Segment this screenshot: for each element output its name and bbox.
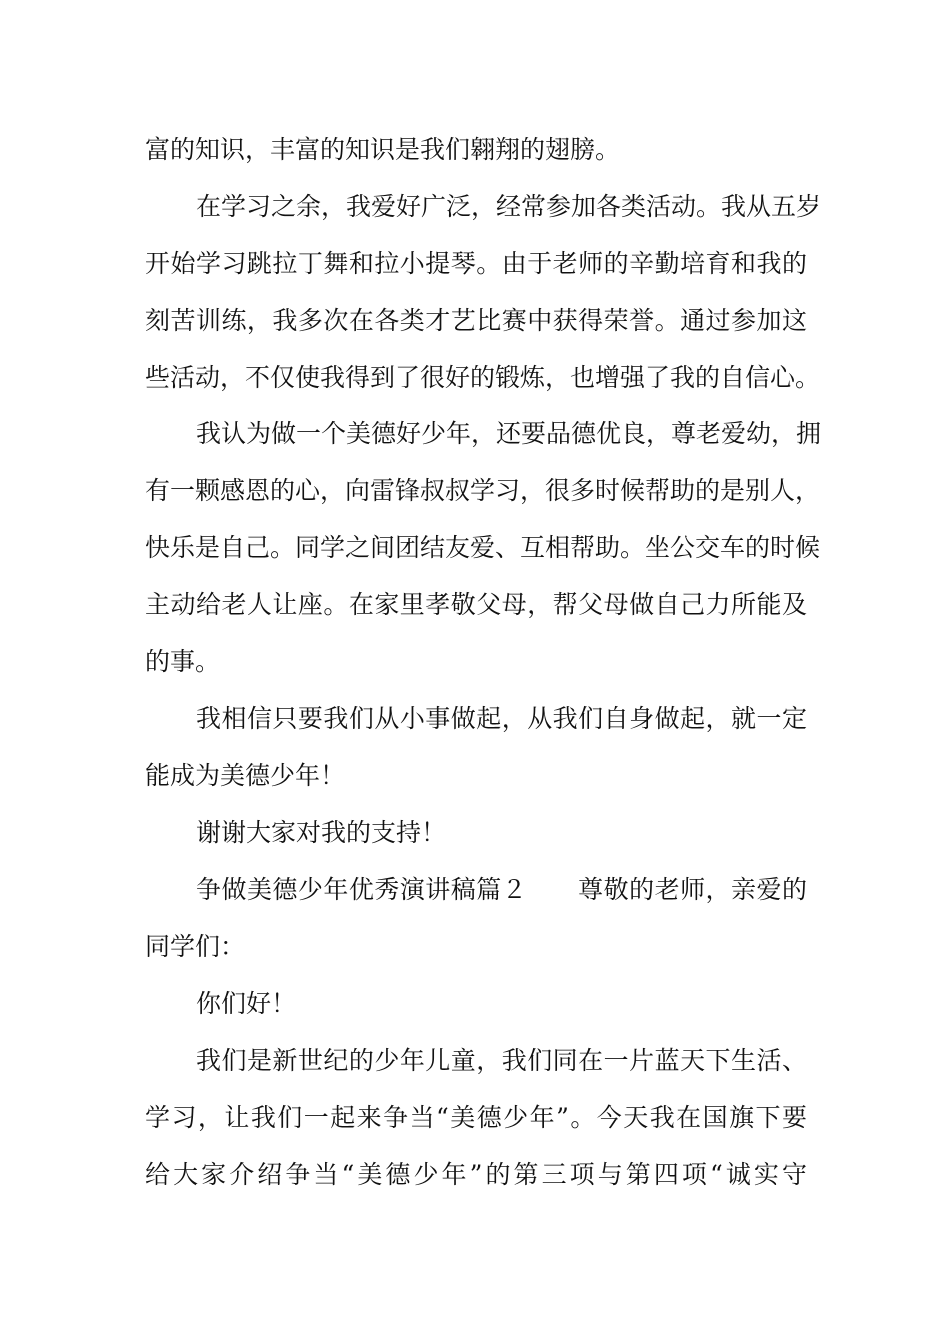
text-line: 些活动，不仅使我得到了很好的锻炼，也增强了我的自信心。 [145, 363, 821, 392]
text-line: 刻苦训练，我多次在各类才艺比赛中获得荣誉。通过参加这 [145, 306, 807, 335]
text-line: 你们好！ [196, 989, 297, 1018]
text-line: 给大家介绍争当“美德少年”的第三项与第四项“诚实守 [145, 1160, 807, 1189]
text-line: 谢谢大家对我的支持！ [196, 818, 447, 847]
text-line: 快乐是自己。同学之间团结友爱、互相帮助。坐公交车的时候 [145, 533, 821, 562]
text-line: 我相信只要我们从小事做起，从我们自身做起，就一定 [196, 704, 807, 733]
text-line: 争做美德少年优秀演讲稿篇２ 尊敬的老师，亲爱的 [196, 875, 807, 904]
text-line: 我认为做一个美德好少年，还要品德优良，尊老爱幼，拥 [196, 419, 822, 448]
text-line: 我们是新世纪的少年儿童，我们同在一片蓝天下生活、 [196, 1046, 807, 1075]
text-line: 学习，让我们一起来争当“美德少年”。今天我在国旗下要 [145, 1103, 807, 1132]
text-line: 主动给老人让座。在家里孝敬父母，帮父母做自己力所能及 [145, 590, 807, 619]
text-line: 开始学习跳拉丁舞和拉小提琴。由于老师的辛勤培育和我的 [145, 249, 807, 278]
text-line: 有一颗感恩的心，向雷锋叔叔学习，很多时候帮助的是别人， [145, 476, 821, 505]
text-line: 能成为美德少年！ [145, 761, 346, 790]
text-line: 同学们： [145, 932, 246, 961]
text-line: 在学习之余，我爱好广泛，经常参加各类活动。我从五岁 [196, 192, 822, 221]
text-line: 的事。 [145, 647, 221, 676]
text-line: 富的知识，丰富的知识是我们翱翔的翅膀。 [145, 135, 621, 164]
